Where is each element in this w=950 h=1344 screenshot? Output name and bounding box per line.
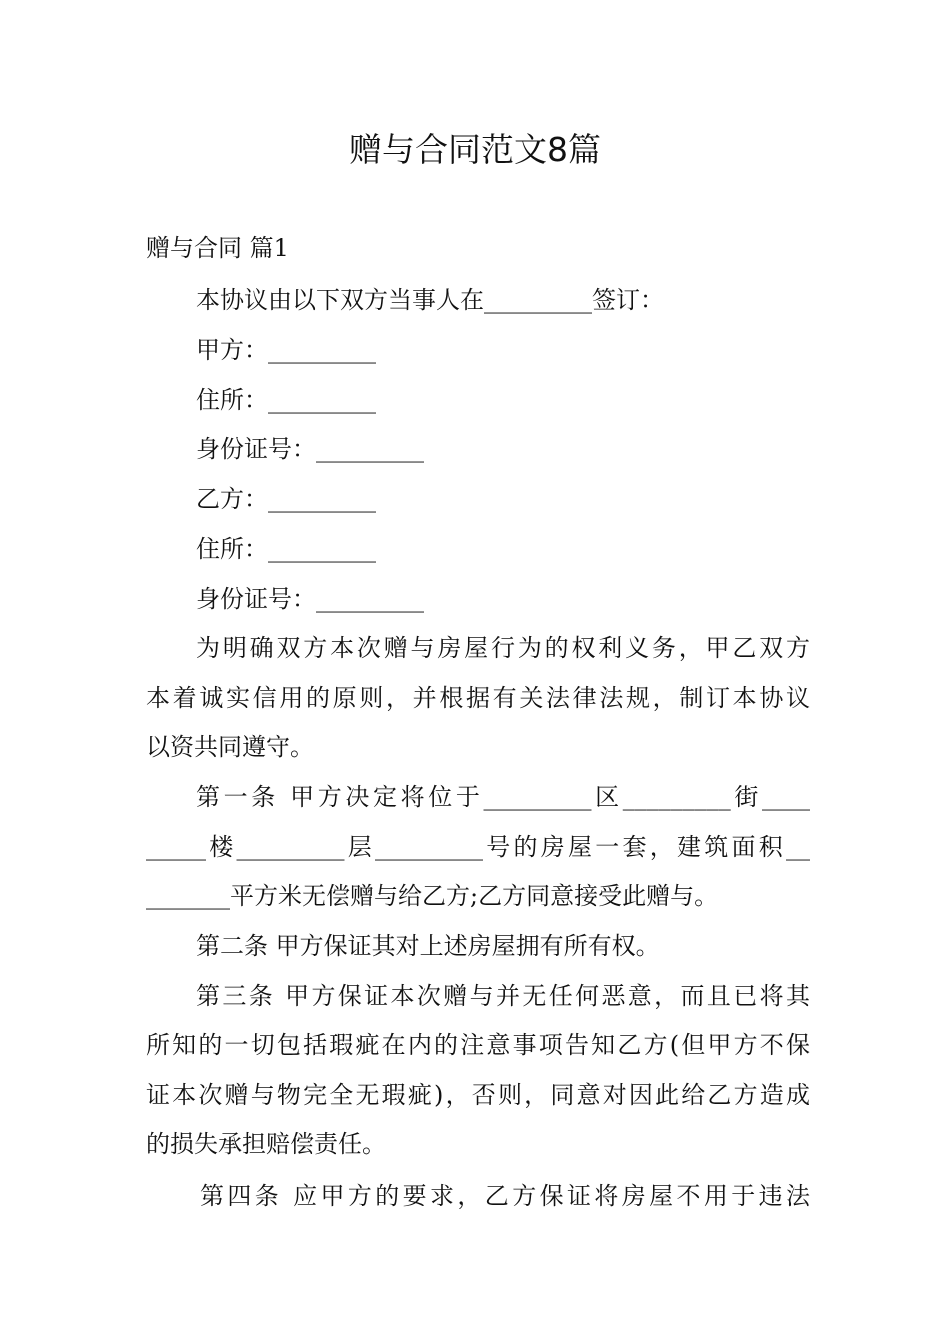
paragraph-line: 第三条 甲方保证本次赠与并无任何恶意，而且已将其 <box>196 982 810 1010</box>
paragraph-line: 证本次赠与物完全无瑕疵)，否则，同意对因此给乙方造成 <box>146 1081 810 1109</box>
paragraph-line: 甲方：_________ <box>196 336 376 364</box>
paragraph-line: 第四条 应甲方的要求，乙方保证将房屋不用于违法 <box>200 1182 810 1210</box>
paragraph-line: 第二条 甲方保证其对上述房屋拥有所有权。 <box>196 932 660 960</box>
paragraph-line: _______平方米无偿赠与给乙方;乙方同意接受此赠与。 <box>146 882 719 910</box>
paragraph-line: 身份证号：_________ <box>196 585 424 613</box>
paragraph-line: 住所：_________ <box>196 386 376 414</box>
paragraph-line: 的损失承担赔偿责任。 <box>146 1130 386 1158</box>
paragraph-line: 所知的一切包括瑕疵在内的注意事项告知乙方(但甲方不保 <box>146 1031 810 1059</box>
paragraph-line: 身份证号：_________ <box>196 435 424 463</box>
paragraph-line: _____楼_________层_________号的房屋一套，建筑面积__ <box>146 833 810 861</box>
paragraph-line: 住所：_________ <box>196 535 376 563</box>
paragraph-line: 以资共同遵守。 <box>146 733 314 761</box>
paragraph-line: 本协议由以下双方当事人在_________签订： <box>196 286 664 314</box>
paragraph-line: 本着诚实信用的原则，并根据有关法律法规，制订本协议 <box>146 684 810 712</box>
paragraph-line: 乙方：_________ <box>196 485 376 513</box>
section-heading: 赠与合同 篇1 <box>146 234 289 262</box>
document-title: 赠与合同范文8篇 <box>349 130 601 169</box>
paragraph-line: 第一条 甲方决定将位于_________区_________街____ <box>196 783 810 811</box>
paragraph-line: 为明确双方本次赠与房屋行为的权利义务，甲乙双方 <box>196 634 810 662</box>
